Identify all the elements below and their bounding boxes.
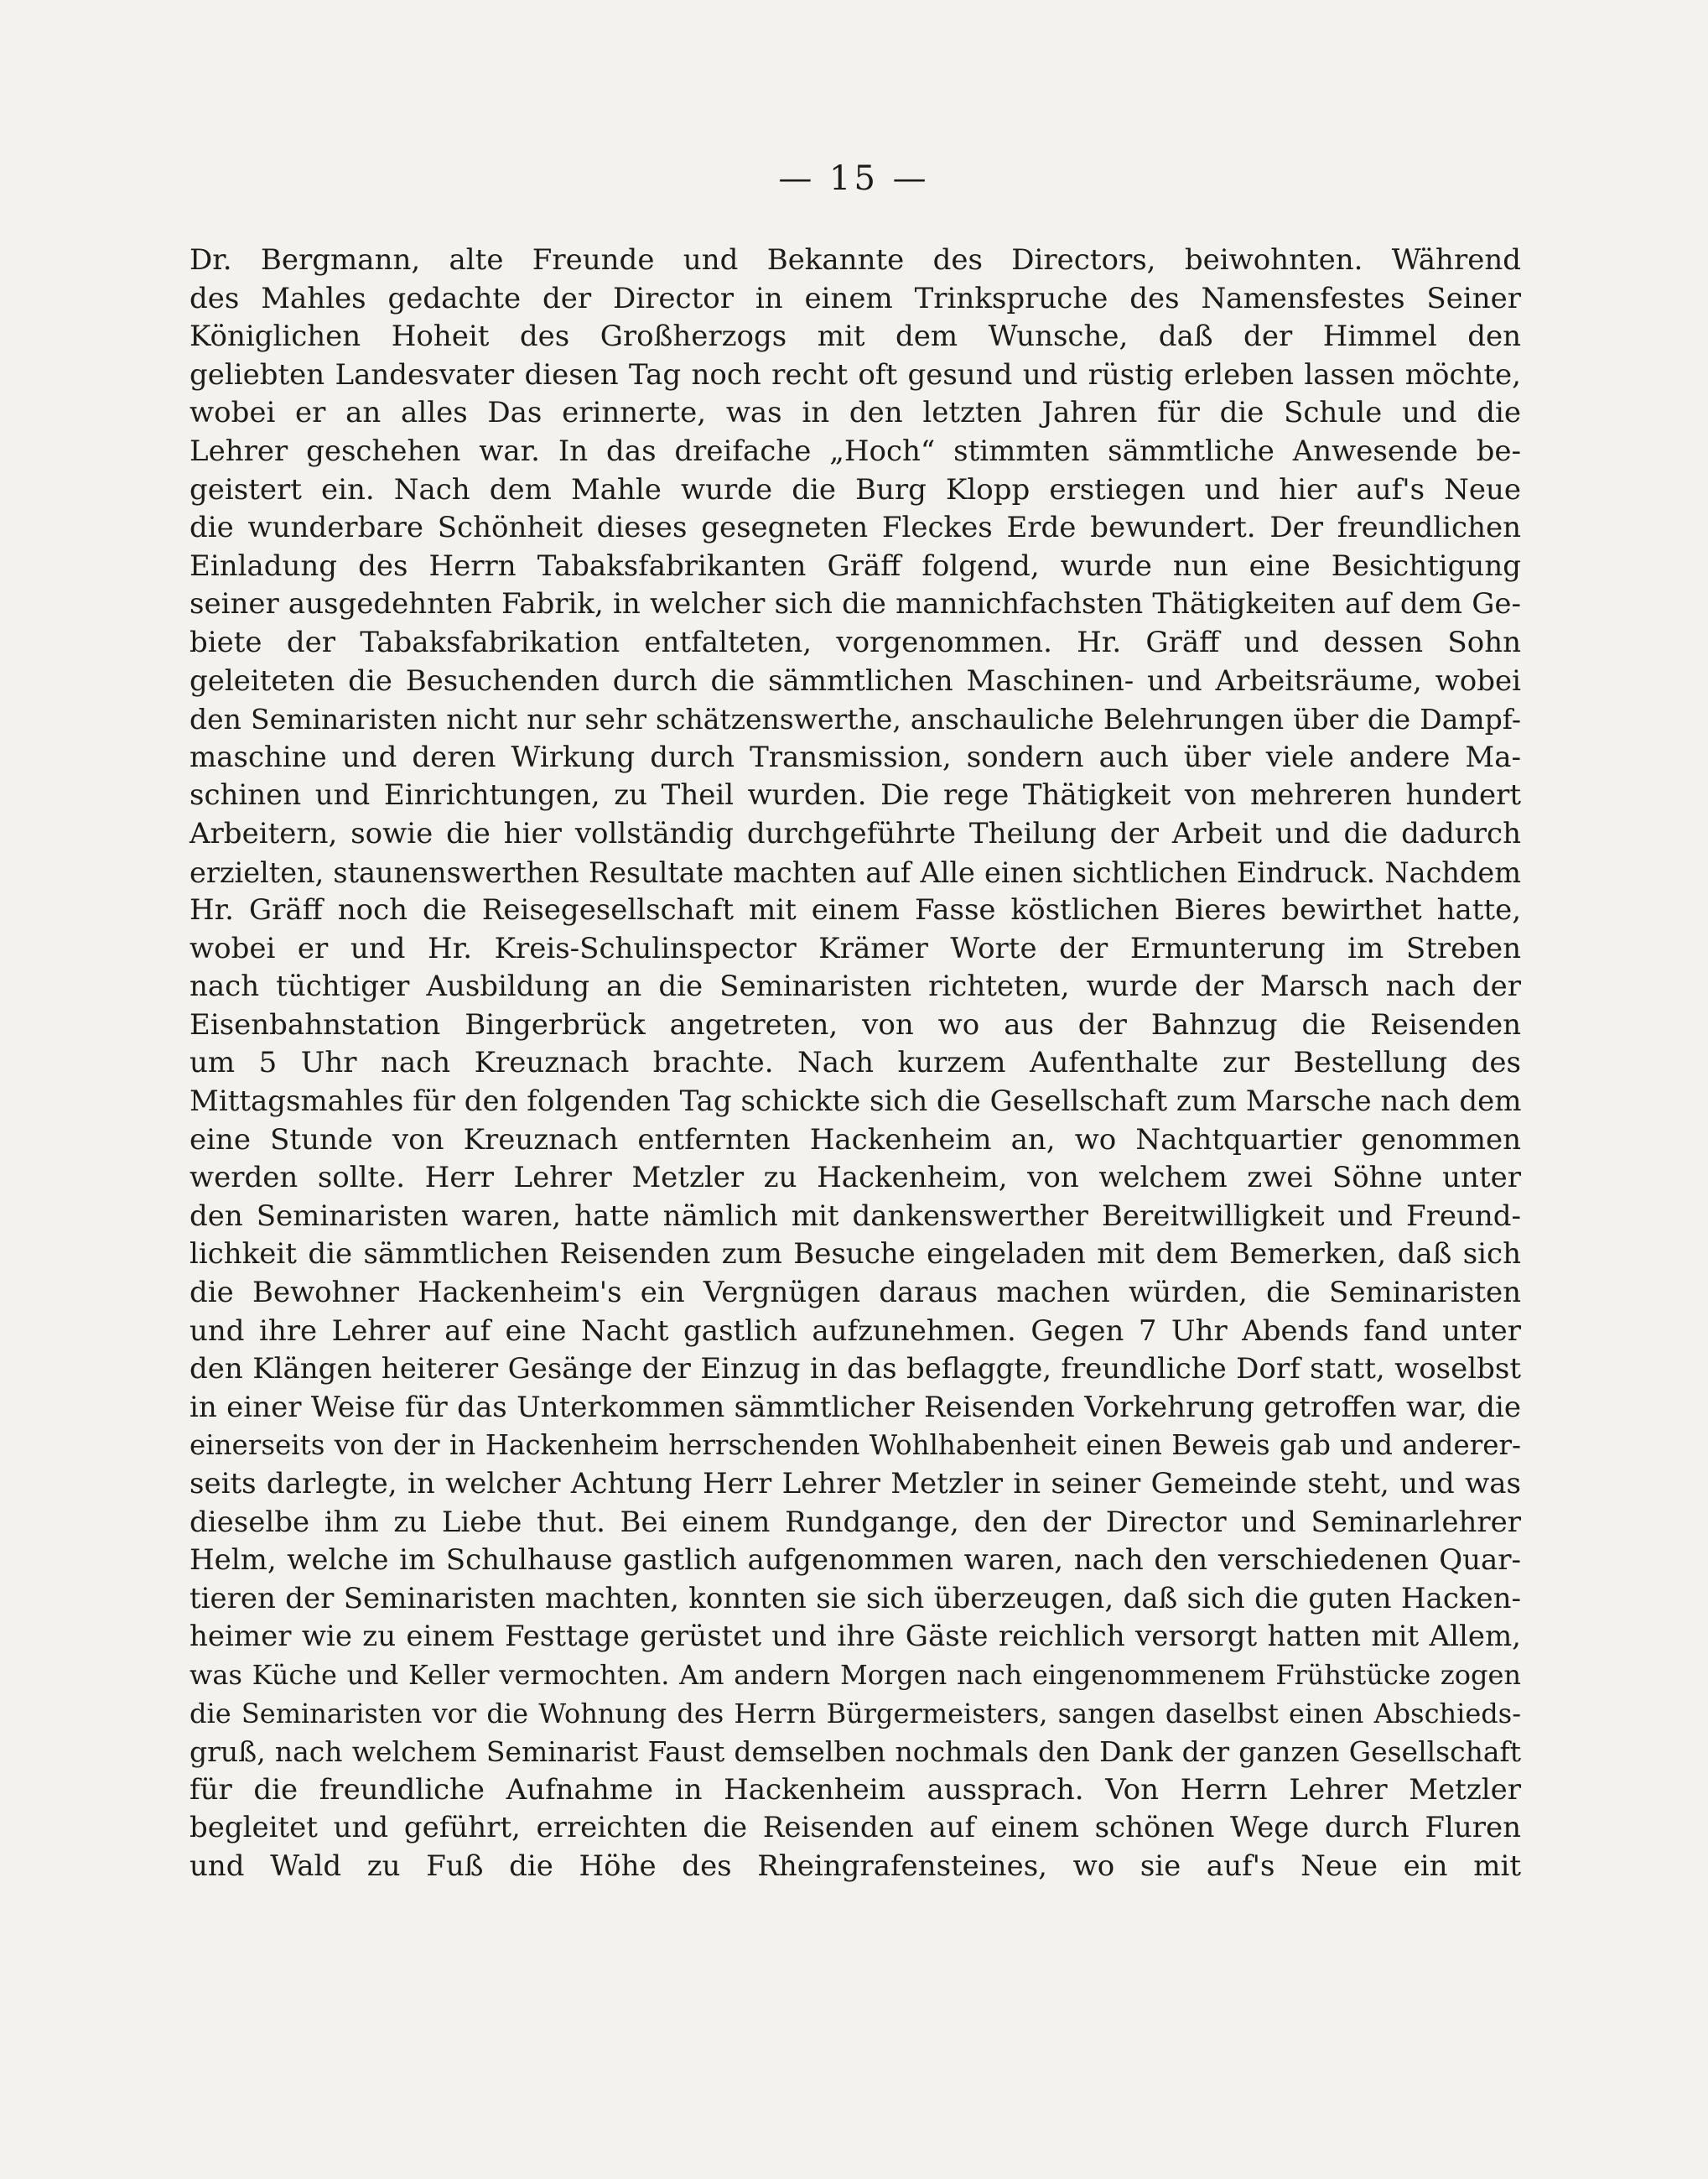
text-line: seiner ausgedehnten Fabrik, in welcher sich die mannichfachsten Thätigkeiten auf dem Ge- — [189, 587, 1521, 621]
text-line: nach tüchtiger Ausbildung an die Seminaristen richteten, wurde der Marsch nach der — [189, 970, 1521, 1004]
text-line: erzielten, staunenswerthen Resultate machten auf Alle einen sichtlichen Eindruck. Nachdem — [189, 855, 1521, 889]
text-line: wobei er und Hr. Kreis-Schulinspector Krämer Worte der Ermunterung im Streben — [189, 931, 1521, 965]
text-line: Arbeitern, sowie die hier vollständig durchgeführte Theilung der Arbeit und die dadurch — [189, 816, 1521, 850]
text-line: dieselbe ihm zu Liebe thut. Bei einem Rundgange, den der Director und Seminarlehrer — [189, 1505, 1521, 1539]
text-line: des Mahles gedachte der Director in einem Trinkspruche des Namensfestes Seiner — [189, 281, 1521, 315]
text-line: begleitet und geführt, erreichten die Reisenden auf einem schönen Wege durch Fluren — [189, 1811, 1521, 1845]
text-line: Einladung des Herrn Tabaksfabrikanten Gräff folgend, wurde nun eine Besichtigung — [189, 549, 1521, 583]
text-line: einerseits von der in Hackenheim herrschenden Wohlhabenheit einen Beweis gab und anderer- — [189, 1429, 1521, 1462]
text-line: eine Stunde von Kreuznach entfernten Hackenheim an, wo Nachtquartier genommen — [189, 1122, 1521, 1157]
text-line: maschine und deren Wirkung durch Transmission, sondern auch über viele andere Ma- — [189, 740, 1521, 774]
page-number: — 15 — — [778, 159, 930, 198]
text-line: den Klängen heiterer Gesänge der Einzug in das beflaggte, freundliche Dorf statt, woselbst — [189, 1352, 1521, 1386]
text-line: den Seminaristen nicht nur sehr schätzenswerthe, anschauliche Belehrungen über die Dampf- — [189, 703, 1521, 736]
text-line: wobei er an alles Das erinnerte, was in den letzten Jahren für die Schule und die — [189, 396, 1521, 430]
text-line: Dr. Bergmann, alte Freunde und Bekannte des Directors, beiwohnten. Während — [189, 243, 1521, 277]
text-line: gruß, nach welchem Seminarist Faust demselben nochmals den Dank der ganzen Gesellschaft — [189, 1735, 1521, 1769]
text-line: Mittagsmahles für den folgenden Tag schickte sich die Gesellschaft zum Marsche nach dem — [189, 1084, 1522, 1119]
text-line: geliebten Landesvater diesen Tag noch recht oft gesund und rüstig erleben lassen möchte, — [189, 357, 1521, 392]
text-line: Helm, welche im Schulhause gastlich aufgenommen waren, nach den verschiedenen Quar- — [189, 1543, 1521, 1578]
text-line: heimer wie zu einem Festtage gerüstet und ihre Gäste reichlich versorgt hatten mit Allem, — [189, 1620, 1521, 1654]
text-line: die Bewohner Hackenheim's ein Vergnügen daraus machen würden, die Seminaristen — [189, 1276, 1521, 1310]
text-line: lichkeit die sämmtlichen Reisenden zum Besuche eingeladen mit dem Bemerken, daß sich — [189, 1237, 1521, 1272]
text-line: Hr. Gräff noch die Reisegesellschaft mit einem Fasse köstlichen Bieres bewirthet hatte, — [189, 893, 1521, 928]
text-line: werden sollte. Herr Lehrer Metzler zu Hackenheim, von welchem zwei Söhne unter — [189, 1161, 1521, 1195]
text-line: biete der Tabaksfabrikation entfalteten, vorgenommen. Hr. Gräff und dessen Sohn — [189, 625, 1521, 659]
text-line: und Wald zu Fuß die Höhe des Rheingrafensteines, wo sie auf's Neue ein mit — [189, 1849, 1521, 1883]
text-line: seits darlegte, in welcher Achtung Herr Lehrer Metzler in seiner Gemeinde steht, und was — [189, 1467, 1521, 1500]
text-line: Eisenbahnstation Bingerbrück angetreten, von wo aus der Bahnzug die Reisenden — [189, 1007, 1521, 1042]
text-line: um 5 Uhr nach Kreuznach brachte. Nach kurzem Aufenthalte zur Bestellung des — [189, 1046, 1521, 1080]
text-line: tieren der Seminaristen machten, konnten sie sich überzeugen, daß sich die guten Hacken- — [189, 1581, 1521, 1615]
text-line: den Seminaristen waren, hatte nämlich mit dankenswerther Bereitwilligkeit und Freund- — [189, 1199, 1521, 1233]
text-line: die Seminaristen vor die Wohnung des Herrn Bürgermeisters, sangen daselbst einen Abschieds- — [189, 1697, 1521, 1729]
text-line: und ihre Lehrer auf eine Nacht gastlich aufzunehmen. Gegen 7 Uhr Abends fand unter — [189, 1313, 1521, 1348]
body-text — [189, 242, 1521, 1886]
text-line: Lehrer geschehen war. In das dreifache „Hoch“ stimmten sämmtliche Anwesende be- — [189, 434, 1521, 468]
text-line: was Küche und Keller vermochten. Am andern Morgen nach eingenommenem Frühstücke zogen — [189, 1658, 1521, 1691]
text-line: in einer Weise für das Unterkommen sämmtlicher Reisenden Vorkehrung getroffen war, die — [189, 1390, 1521, 1424]
text-line: geistert ein. Nach dem Mahle wurde die Burg Klopp erstiegen und hier auf's Neue — [189, 472, 1521, 507]
text-line: Königlichen Hoheit des Großherzogs mit dem Wunsche, daß der Himmel den — [189, 320, 1521, 354]
text-line: schinen und Einrichtungen, zu Theil wurden. Die rege Thätigkeit von mehreren hundert — [189, 778, 1521, 813]
text-line: geleiteten die Besuchenden durch die sämmtlichen Maschinen- und Arbeitsräume, wobei — [189, 663, 1521, 698]
text-line: für die freundliche Aufnahme in Hackenheim aussprach. Von Herrn Lehrer Metzler — [189, 1772, 1521, 1807]
text-line: die wunderbare Schönheit dieses gesegneten Fleckes Erde bewundert. Der freundlichen — [189, 511, 1521, 545]
